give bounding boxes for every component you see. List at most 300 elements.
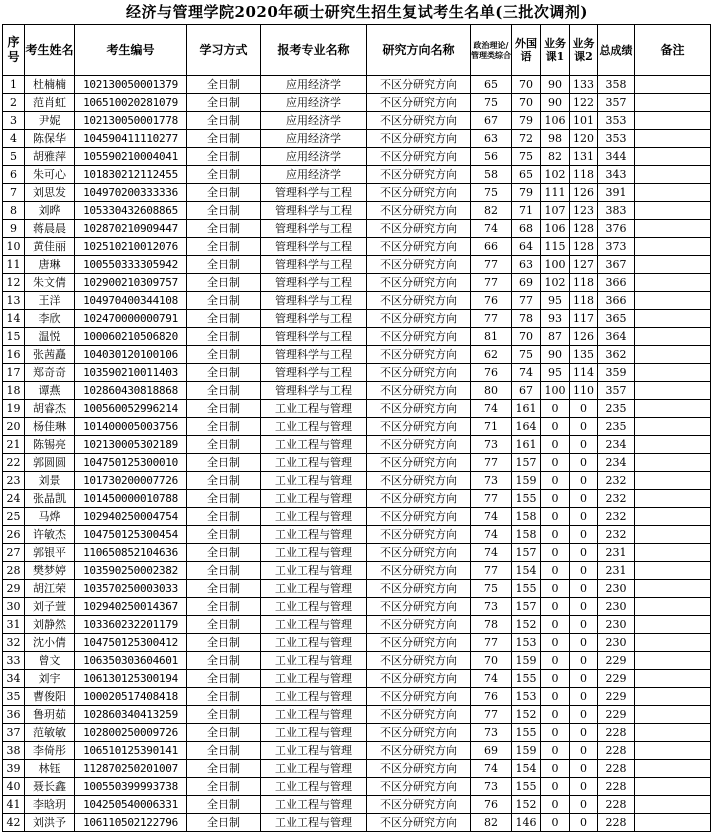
cell-politics: 63 bbox=[471, 130, 512, 148]
cell-name: 聂长鑫 bbox=[25, 778, 75, 796]
table-row bbox=[3, 310, 711, 328]
cell-total: 391 bbox=[598, 184, 635, 202]
cell-name: 胡睿杰 bbox=[25, 400, 75, 418]
cell-course1: 102 bbox=[541, 166, 570, 184]
cell-name: 杜楠楠 bbox=[25, 76, 75, 94]
cell-note bbox=[635, 490, 711, 508]
cell-politics: 77 bbox=[471, 310, 512, 328]
cell-note bbox=[635, 796, 711, 814]
cell-major: 工业工程与管理 bbox=[261, 526, 367, 544]
cell-major: 工业工程与管理 bbox=[261, 616, 367, 634]
candidate-table bbox=[2, 24, 711, 832]
cell-major: 工业工程与管理 bbox=[261, 814, 367, 832]
cell-total: 344 bbox=[598, 148, 635, 166]
cell-direction: 不区分研究方向 bbox=[367, 544, 471, 562]
cell-direction: 不区分研究方向 bbox=[367, 364, 471, 382]
cell-note bbox=[635, 364, 711, 382]
cell-name: 李欣 bbox=[25, 310, 75, 328]
cell-name: 蒋晨晨 bbox=[25, 220, 75, 238]
cell-politics: 76 bbox=[471, 292, 512, 310]
cell-direction: 不区分研究方向 bbox=[367, 454, 471, 472]
cell-direction: 不区分研究方向 bbox=[367, 778, 471, 796]
cell-foreign: 71 bbox=[512, 202, 541, 220]
cell-id: 100020517408418 bbox=[75, 688, 187, 706]
cell-total: 231 bbox=[598, 562, 635, 580]
cell-politics: 77 bbox=[471, 274, 512, 292]
table-row bbox=[3, 544, 711, 562]
cell-name: 胡江荣 bbox=[25, 580, 75, 598]
cell-major: 工业工程与管理 bbox=[261, 742, 367, 760]
cell-course2: 123 bbox=[570, 202, 598, 220]
cell-mode: 全日制 bbox=[187, 400, 261, 418]
cell-id: 100060210506820 bbox=[75, 328, 187, 346]
cell-direction: 不区分研究方向 bbox=[367, 526, 471, 544]
cell-total: 229 bbox=[598, 670, 635, 688]
cell-note bbox=[635, 814, 711, 832]
cell-total: 231 bbox=[598, 544, 635, 562]
table-row bbox=[3, 796, 711, 814]
cell-name: 曾文 bbox=[25, 652, 75, 670]
cell-mode: 全日制 bbox=[187, 256, 261, 274]
cell-id: 112870250201007 bbox=[75, 760, 187, 778]
cell-direction: 不区分研究方向 bbox=[367, 310, 471, 328]
cell-note bbox=[635, 382, 711, 400]
cell-id: 104750125300010 bbox=[75, 454, 187, 472]
cell-course2: 101 bbox=[570, 112, 598, 130]
cell-politics: 77 bbox=[471, 454, 512, 472]
table-row bbox=[3, 526, 711, 544]
cell-foreign: 70 bbox=[512, 328, 541, 346]
cell-note bbox=[635, 256, 711, 274]
cell-id: 106110502122796 bbox=[75, 814, 187, 832]
cell-total: 232 bbox=[598, 490, 635, 508]
cell-name: 刘子萱 bbox=[25, 598, 75, 616]
cell-course1: 0 bbox=[541, 580, 570, 598]
cell-mode: 全日制 bbox=[187, 796, 261, 814]
header-course2: 业务课2 bbox=[570, 25, 598, 76]
cell-course2: 131 bbox=[570, 148, 598, 166]
cell-direction: 不区分研究方向 bbox=[367, 796, 471, 814]
cell-id: 104030120100106 bbox=[75, 346, 187, 364]
cell-note bbox=[635, 436, 711, 454]
cell-foreign: 157 bbox=[512, 454, 541, 472]
cell-note bbox=[635, 760, 711, 778]
cell-seq: 16 bbox=[3, 346, 25, 364]
cell-seq: 39 bbox=[3, 760, 25, 778]
cell-note bbox=[635, 508, 711, 526]
cell-course1: 102 bbox=[541, 274, 570, 292]
cell-foreign: 72 bbox=[512, 130, 541, 148]
cell-name: 尹妮 bbox=[25, 112, 75, 130]
cell-politics: 77 bbox=[471, 634, 512, 652]
table-row bbox=[3, 382, 711, 400]
cell-total: 230 bbox=[598, 598, 635, 616]
cell-course2: 0 bbox=[570, 526, 598, 544]
table-row bbox=[3, 274, 711, 292]
cell-seq: 11 bbox=[3, 256, 25, 274]
cell-seq: 23 bbox=[3, 472, 25, 490]
table-row bbox=[3, 346, 711, 364]
cell-course2: 0 bbox=[570, 670, 598, 688]
table-row bbox=[3, 202, 711, 220]
cell-mode: 全日制 bbox=[187, 310, 261, 328]
cell-course2: 0 bbox=[570, 508, 598, 526]
table-row bbox=[3, 292, 711, 310]
cell-foreign: 153 bbox=[512, 634, 541, 652]
cell-id: 102470000000791 bbox=[75, 310, 187, 328]
cell-note bbox=[635, 274, 711, 292]
header-major: 报考专业名称 bbox=[261, 25, 367, 76]
cell-id: 105330432608865 bbox=[75, 202, 187, 220]
cell-seq: 33 bbox=[3, 652, 25, 670]
cell-course2: 0 bbox=[570, 706, 598, 724]
cell-note bbox=[635, 418, 711, 436]
cell-id: 102130050001778 bbox=[75, 112, 187, 130]
cell-course1: 0 bbox=[541, 616, 570, 634]
cell-major: 管理科学与工程 bbox=[261, 202, 367, 220]
cell-note bbox=[635, 562, 711, 580]
cell-seq: 37 bbox=[3, 724, 25, 742]
cell-course1: 0 bbox=[541, 562, 570, 580]
cell-seq: 21 bbox=[3, 436, 25, 454]
cell-seq: 18 bbox=[3, 382, 25, 400]
cell-course1: 0 bbox=[541, 400, 570, 418]
cell-mode: 全日制 bbox=[187, 526, 261, 544]
cell-seq: 19 bbox=[3, 400, 25, 418]
cell-foreign: 63 bbox=[512, 256, 541, 274]
cell-mode: 全日制 bbox=[187, 130, 261, 148]
cell-total: 230 bbox=[598, 634, 635, 652]
cell-total: 343 bbox=[598, 166, 635, 184]
cell-course2: 0 bbox=[570, 418, 598, 436]
cell-politics: 75 bbox=[471, 580, 512, 598]
cell-course1: 0 bbox=[541, 490, 570, 508]
cell-total: 232 bbox=[598, 472, 635, 490]
cell-mode: 全日制 bbox=[187, 616, 261, 634]
cell-mode: 全日制 bbox=[187, 544, 261, 562]
cell-direction: 不区分研究方向 bbox=[367, 238, 471, 256]
cell-major: 工业工程与管理 bbox=[261, 670, 367, 688]
cell-mode: 全日制 bbox=[187, 364, 261, 382]
cell-name: 刘宇 bbox=[25, 670, 75, 688]
cell-total: 358 bbox=[598, 76, 635, 94]
cell-name: 朱文倩 bbox=[25, 274, 75, 292]
cell-note bbox=[635, 634, 711, 652]
cell-course1: 0 bbox=[541, 526, 570, 544]
cell-seq: 24 bbox=[3, 490, 25, 508]
cell-foreign: 155 bbox=[512, 778, 541, 796]
cell-mode: 全日制 bbox=[187, 292, 261, 310]
cell-note bbox=[635, 202, 711, 220]
cell-name: 郭圆圆 bbox=[25, 454, 75, 472]
cell-politics: 82 bbox=[471, 814, 512, 832]
cell-seq: 9 bbox=[3, 220, 25, 238]
cell-course2: 0 bbox=[570, 436, 598, 454]
cell-foreign: 75 bbox=[512, 346, 541, 364]
cell-major: 管理科学与工程 bbox=[261, 292, 367, 310]
header-seq: 序号 bbox=[3, 25, 25, 76]
cell-course2: 120 bbox=[570, 130, 598, 148]
cell-seq: 31 bbox=[3, 616, 25, 634]
cell-course1: 100 bbox=[541, 256, 570, 274]
cell-direction: 不区分研究方向 bbox=[367, 112, 471, 130]
cell-note bbox=[635, 238, 711, 256]
cell-major: 管理科学与工程 bbox=[261, 184, 367, 202]
cell-politics: 70 bbox=[471, 652, 512, 670]
table-row bbox=[3, 364, 711, 382]
cell-note bbox=[635, 724, 711, 742]
cell-mode: 全日制 bbox=[187, 742, 261, 760]
cell-direction: 不区分研究方向 bbox=[367, 418, 471, 436]
cell-mode: 全日制 bbox=[187, 580, 261, 598]
cell-total: 234 bbox=[598, 436, 635, 454]
cell-name: 李晗玥 bbox=[25, 796, 75, 814]
cell-mode: 全日制 bbox=[187, 418, 261, 436]
header-total: 总成绩 bbox=[598, 25, 635, 76]
cell-total: 353 bbox=[598, 130, 635, 148]
cell-course1: 0 bbox=[541, 472, 570, 490]
cell-direction: 不区分研究方向 bbox=[367, 742, 471, 760]
cell-direction: 不区分研究方向 bbox=[367, 130, 471, 148]
cell-seq: 17 bbox=[3, 364, 25, 382]
cell-politics: 69 bbox=[471, 742, 512, 760]
cell-foreign: 155 bbox=[512, 580, 541, 598]
cell-foreign: 161 bbox=[512, 400, 541, 418]
cell-mode: 全日制 bbox=[187, 274, 261, 292]
cell-id: 101450000010788 bbox=[75, 490, 187, 508]
cell-seq: 3 bbox=[3, 112, 25, 130]
cell-id: 104590411110277 bbox=[75, 130, 187, 148]
cell-major: 工业工程与管理 bbox=[261, 418, 367, 436]
cell-name: 朱可心 bbox=[25, 166, 75, 184]
cell-course1: 100 bbox=[541, 382, 570, 400]
cell-course1: 0 bbox=[541, 724, 570, 742]
cell-major: 工业工程与管理 bbox=[261, 436, 367, 454]
cell-politics: 74 bbox=[471, 508, 512, 526]
cell-course1: 106 bbox=[541, 220, 570, 238]
cell-direction: 不区分研究方向 bbox=[367, 706, 471, 724]
cell-direction: 不区分研究方向 bbox=[367, 184, 471, 202]
table-row bbox=[3, 220, 711, 238]
cell-name: 许敏杰 bbox=[25, 526, 75, 544]
cell-mode: 全日制 bbox=[187, 760, 261, 778]
cell-direction: 不区分研究方向 bbox=[367, 76, 471, 94]
cell-id: 102860340413259 bbox=[75, 706, 187, 724]
table-row bbox=[3, 598, 711, 616]
cell-id: 106130125300194 bbox=[75, 670, 187, 688]
table-row bbox=[3, 112, 711, 130]
cell-course2: 122 bbox=[570, 94, 598, 112]
cell-name: 刘洪予 bbox=[25, 814, 75, 832]
cell-note bbox=[635, 778, 711, 796]
table-row bbox=[3, 94, 711, 112]
cell-name: 杨佳琳 bbox=[25, 418, 75, 436]
cell-seq: 8 bbox=[3, 202, 25, 220]
cell-course1: 87 bbox=[541, 328, 570, 346]
cell-course2: 0 bbox=[570, 598, 598, 616]
cell-course2: 118 bbox=[570, 274, 598, 292]
cell-politics: 77 bbox=[471, 562, 512, 580]
cell-id: 104750125300454 bbox=[75, 526, 187, 544]
cell-name: 陈保华 bbox=[25, 130, 75, 148]
cell-total: 357 bbox=[598, 382, 635, 400]
table-row bbox=[3, 436, 711, 454]
cell-politics: 65 bbox=[471, 76, 512, 94]
cell-name: 曹俊阳 bbox=[25, 688, 75, 706]
cell-direction: 不区分研究方向 bbox=[367, 598, 471, 616]
cell-course2: 0 bbox=[570, 454, 598, 472]
cell-seq: 26 bbox=[3, 526, 25, 544]
cell-name: 胡雅萍 bbox=[25, 148, 75, 166]
cell-major: 应用经济学 bbox=[261, 112, 367, 130]
cell-direction: 不区分研究方向 bbox=[367, 436, 471, 454]
cell-direction: 不区分研究方向 bbox=[367, 508, 471, 526]
header-foreign: 外国语 bbox=[512, 25, 541, 76]
cell-id: 103360232201179 bbox=[75, 616, 187, 634]
cell-politics: 62 bbox=[471, 346, 512, 364]
cell-foreign: 67 bbox=[512, 382, 541, 400]
cell-total: 230 bbox=[598, 580, 635, 598]
cell-foreign: 79 bbox=[512, 184, 541, 202]
cell-mode: 全日制 bbox=[187, 382, 261, 400]
cell-seq: 38 bbox=[3, 742, 25, 760]
cell-course1: 82 bbox=[541, 148, 570, 166]
cell-course1: 106 bbox=[541, 112, 570, 130]
cell-mode: 全日制 bbox=[187, 508, 261, 526]
cell-politics: 76 bbox=[471, 688, 512, 706]
table-row bbox=[3, 778, 711, 796]
cell-direction: 不区分研究方向 bbox=[367, 382, 471, 400]
cell-foreign: 157 bbox=[512, 598, 541, 616]
cell-seq: 35 bbox=[3, 688, 25, 706]
cell-mode: 全日制 bbox=[187, 76, 261, 94]
cell-major: 工业工程与管理 bbox=[261, 796, 367, 814]
cell-seq: 20 bbox=[3, 418, 25, 436]
cell-note bbox=[635, 544, 711, 562]
cell-politics: 56 bbox=[471, 148, 512, 166]
cell-direction: 不区分研究方向 bbox=[367, 220, 471, 238]
cell-id: 104970200333336 bbox=[75, 184, 187, 202]
cell-seq: 4 bbox=[3, 130, 25, 148]
cell-course1: 93 bbox=[541, 310, 570, 328]
cell-note bbox=[635, 670, 711, 688]
cell-name: 温悦 bbox=[25, 328, 75, 346]
table-row bbox=[3, 76, 711, 94]
cell-mode: 全日制 bbox=[187, 220, 261, 238]
cell-course2: 0 bbox=[570, 490, 598, 508]
cell-direction: 不区分研究方向 bbox=[367, 148, 471, 166]
header-row bbox=[3, 25, 711, 76]
cell-course1: 0 bbox=[541, 760, 570, 778]
cell-name: 马烨 bbox=[25, 508, 75, 526]
cell-course1: 90 bbox=[541, 346, 570, 364]
cell-course2: 0 bbox=[570, 472, 598, 490]
cell-name: 张茜矗 bbox=[25, 346, 75, 364]
cell-major: 工业工程与管理 bbox=[261, 634, 367, 652]
cell-major: 工业工程与管理 bbox=[261, 688, 367, 706]
cell-direction: 不区分研究方向 bbox=[367, 346, 471, 364]
cell-direction: 不区分研究方向 bbox=[367, 292, 471, 310]
cell-id: 100560052996214 bbox=[75, 400, 187, 418]
cell-seq: 6 bbox=[3, 166, 25, 184]
cell-direction: 不区分研究方向 bbox=[367, 274, 471, 292]
cell-major: 工业工程与管理 bbox=[261, 652, 367, 670]
cell-seq: 25 bbox=[3, 508, 25, 526]
cell-major: 工业工程与管理 bbox=[261, 580, 367, 598]
cell-foreign: 159 bbox=[512, 742, 541, 760]
cell-politics: 81 bbox=[471, 328, 512, 346]
cell-seq: 36 bbox=[3, 706, 25, 724]
cell-major: 工业工程与管理 bbox=[261, 454, 367, 472]
cell-politics: 74 bbox=[471, 544, 512, 562]
cell-course1: 95 bbox=[541, 292, 570, 310]
cell-major: 管理科学与工程 bbox=[261, 346, 367, 364]
cell-foreign: 75 bbox=[512, 148, 541, 166]
cell-course1: 0 bbox=[541, 454, 570, 472]
cell-major: 工业工程与管理 bbox=[261, 490, 367, 508]
cell-politics: 75 bbox=[471, 184, 512, 202]
cell-major: 管理科学与工程 bbox=[261, 256, 367, 274]
cell-seq: 13 bbox=[3, 292, 25, 310]
cell-major: 管理科学与工程 bbox=[261, 238, 367, 256]
cell-seq: 7 bbox=[3, 184, 25, 202]
cell-name: 范肖虹 bbox=[25, 94, 75, 112]
cell-course1: 0 bbox=[541, 814, 570, 832]
cell-course1: 95 bbox=[541, 364, 570, 382]
cell-id: 110650852104636 bbox=[75, 544, 187, 562]
cell-foreign: 159 bbox=[512, 652, 541, 670]
cell-total: 229 bbox=[598, 652, 635, 670]
cell-seq: 34 bbox=[3, 670, 25, 688]
cell-note bbox=[635, 706, 711, 724]
cell-id: 102940250004754 bbox=[75, 508, 187, 526]
cell-seq: 2 bbox=[3, 94, 25, 112]
header-name: 考生姓名 bbox=[25, 25, 75, 76]
cell-note bbox=[635, 220, 711, 238]
cell-foreign: 77 bbox=[512, 292, 541, 310]
cell-note bbox=[635, 292, 711, 310]
cell-major: 工业工程与管理 bbox=[261, 562, 367, 580]
cell-foreign: 161 bbox=[512, 436, 541, 454]
cell-name: 范敏敏 bbox=[25, 724, 75, 742]
cell-note bbox=[635, 310, 711, 328]
cell-course2: 0 bbox=[570, 562, 598, 580]
cell-major: 工业工程与管理 bbox=[261, 400, 367, 418]
table-row bbox=[3, 760, 711, 778]
cell-id: 102900210309757 bbox=[75, 274, 187, 292]
cell-direction: 不区分研究方向 bbox=[367, 814, 471, 832]
cell-course2: 128 bbox=[570, 238, 598, 256]
cell-seq: 41 bbox=[3, 796, 25, 814]
cell-major: 应用经济学 bbox=[261, 130, 367, 148]
table-row bbox=[3, 328, 711, 346]
cell-major: 工业工程与管理 bbox=[261, 598, 367, 616]
cell-name: 张晶凯 bbox=[25, 490, 75, 508]
cell-major: 管理科学与工程 bbox=[261, 220, 367, 238]
cell-direction: 不区分研究方向 bbox=[367, 328, 471, 346]
cell-politics: 58 bbox=[471, 166, 512, 184]
table-row bbox=[3, 508, 711, 526]
cell-course2: 0 bbox=[570, 544, 598, 562]
cell-mode: 全日制 bbox=[187, 112, 261, 130]
cell-major: 管理科学与工程 bbox=[261, 274, 367, 292]
cell-id: 102860430818868 bbox=[75, 382, 187, 400]
cell-course1: 90 bbox=[541, 94, 570, 112]
cell-total: 228 bbox=[598, 742, 635, 760]
cell-course2: 0 bbox=[570, 634, 598, 652]
cell-mode: 全日制 bbox=[187, 166, 261, 184]
cell-course2: 110 bbox=[570, 382, 598, 400]
